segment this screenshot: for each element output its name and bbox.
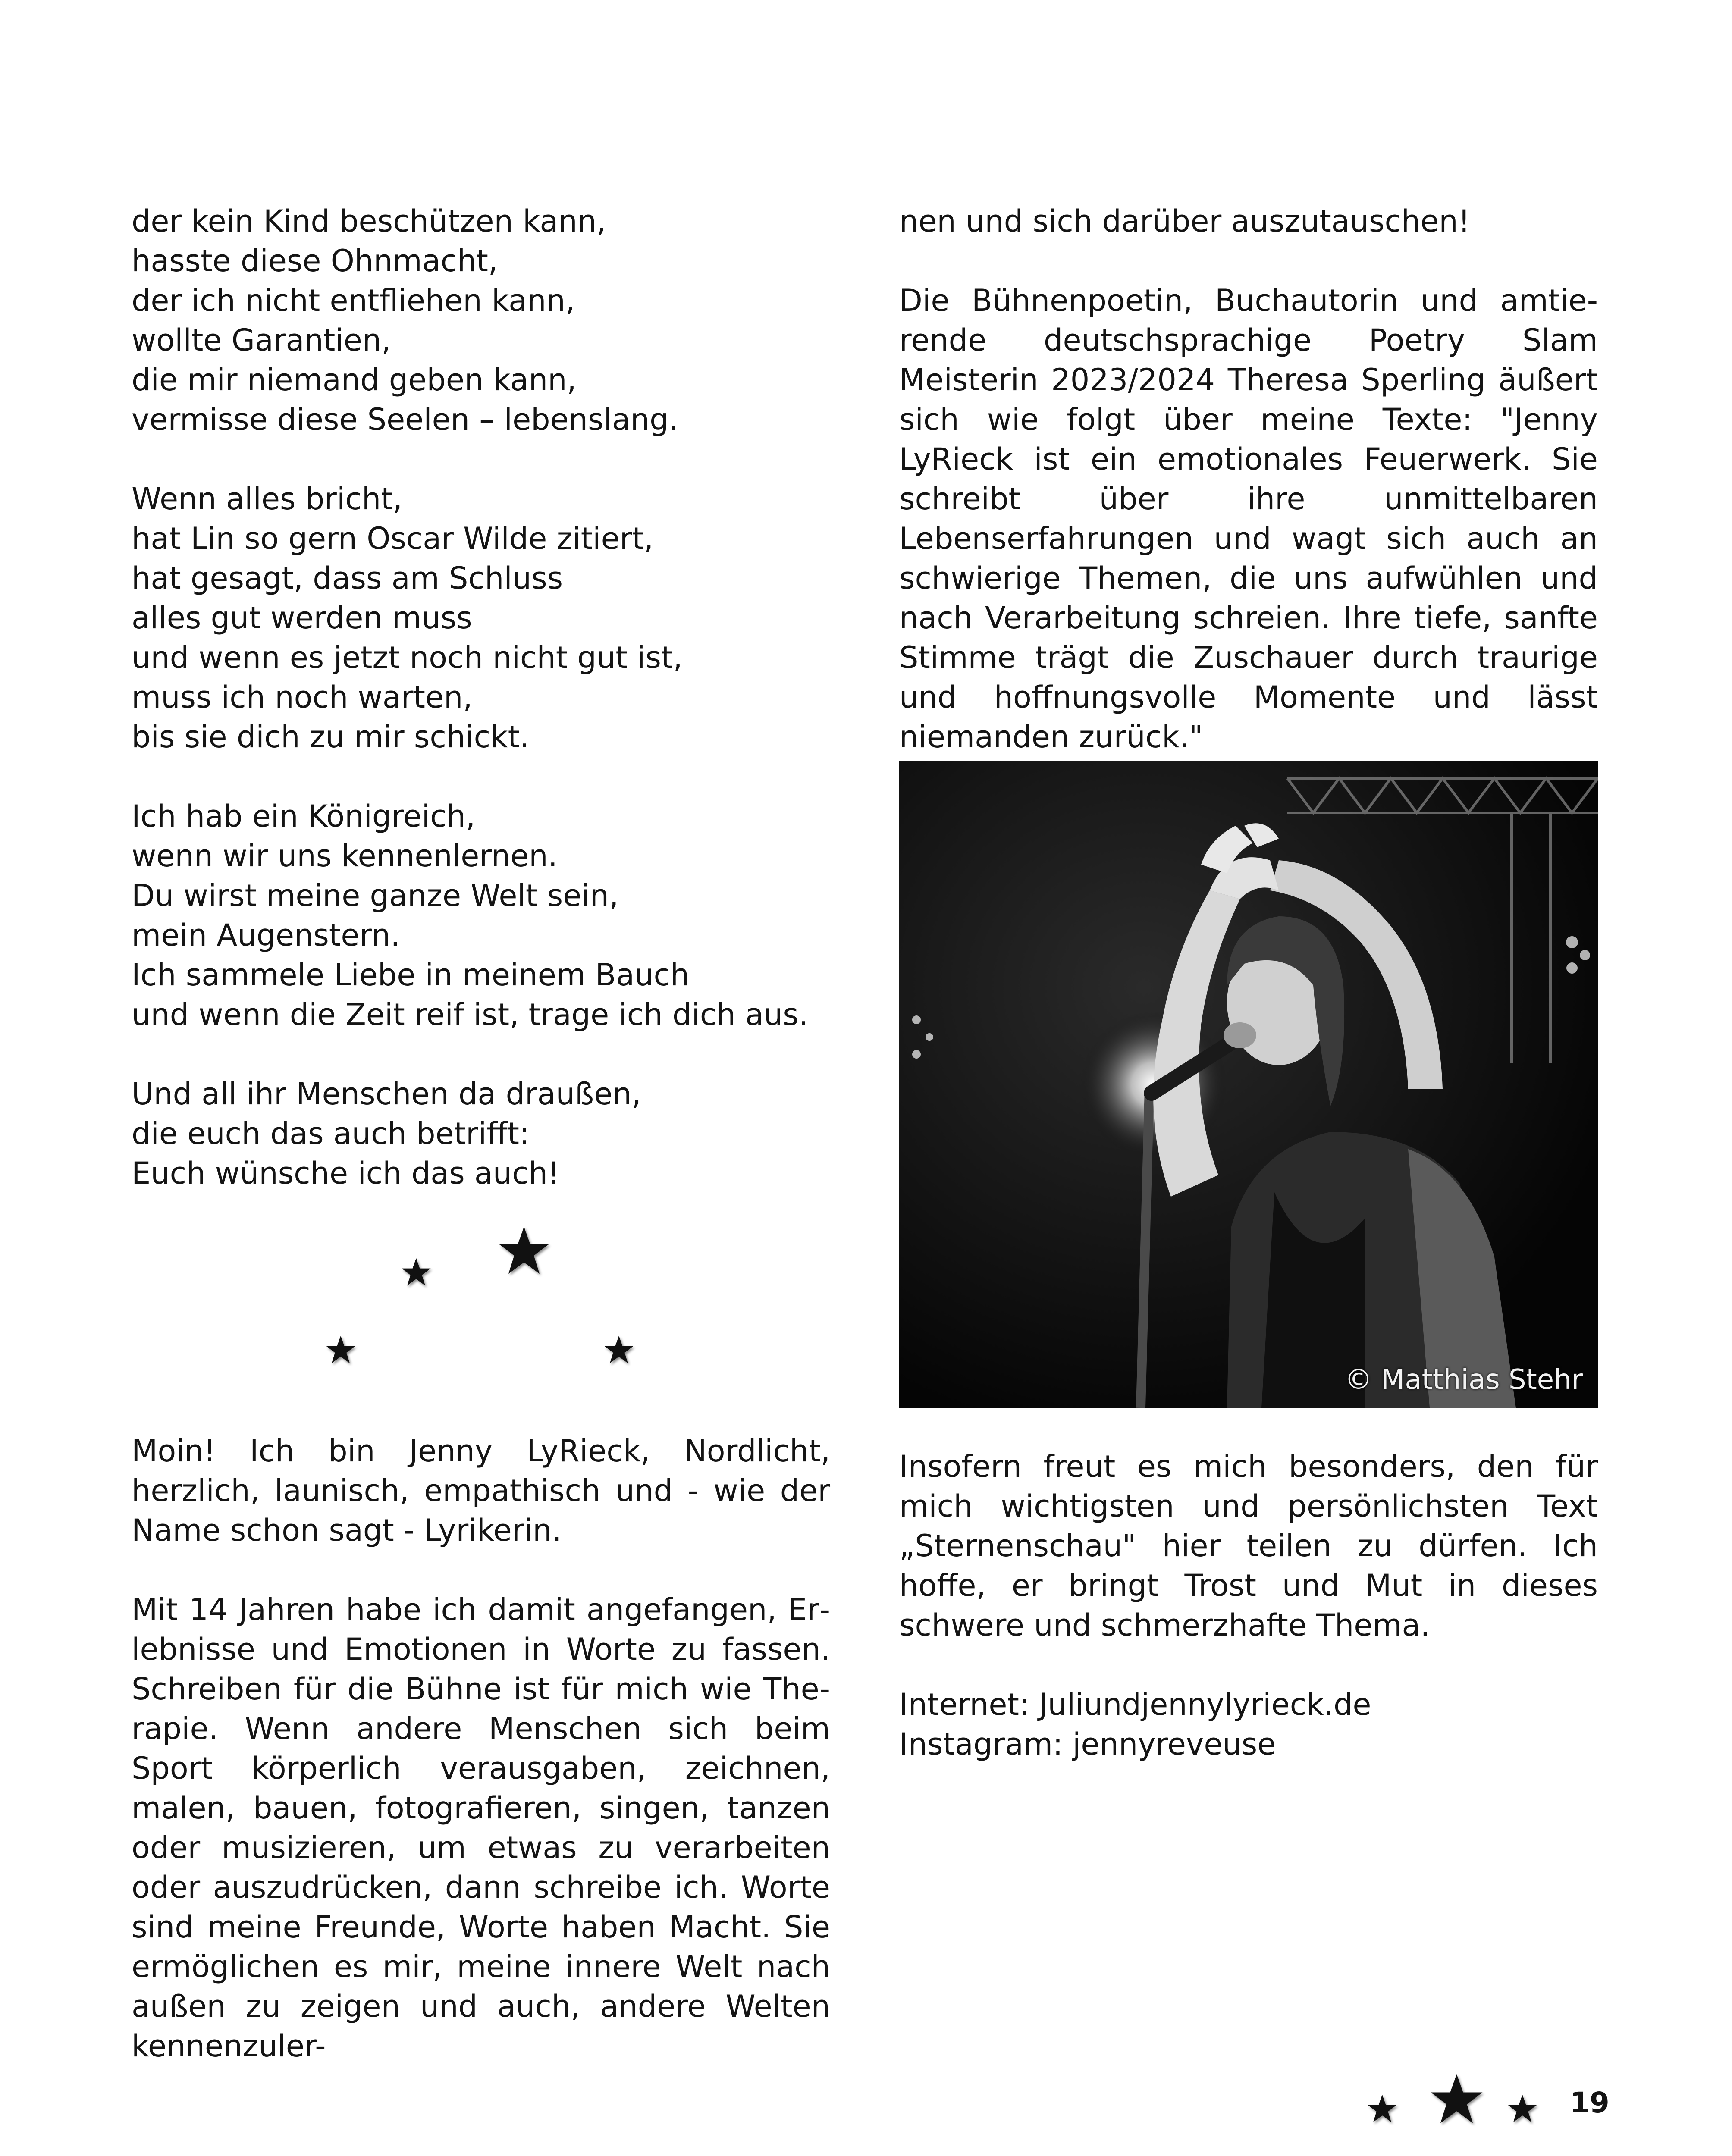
photo-credit: © Matthias Stehr [1344,1364,1583,1396]
star-cluster [302,1212,647,1376]
poem-line: mein Augenstern. [132,918,400,953]
footer-star-ornament [1359,2070,1553,2134]
star-icon [498,1225,550,1276]
quote-paragraph: Die Bühnenpoetin, Buchautorin und amtierende deutschsprachige Poetry Slam Meisterin 2023/2024 Theresa Sperling äußert sich wie folgt über meine Texte: "Jenny LyRieck ist ein emotionales Feuerwerk. Sie schreibt über ihre unmittelbaren Lebenserfahrungen und wagt sich auch an schwierige Themen, die uns aufwühlen und nach Verarbeitung schreien. Ihre tiefe, sanfte Stimme trägt die Zuschauer durch traurige und hoffnungsvolle Momente und lässt niemanden zurück." [899,283,1598,755]
body-paragraph: Insofern freut es mich besonders, den für mich wichtigsten und persönlichsten Text „Sternenschau" hier teilen zu dürfen. Ich hoffe, er bringt Trost und Mut in dieses schwere und schmerzhafte Thema. [899,1449,1598,1643]
poem-line: Euch wünsche ich das auch! [132,1156,560,1191]
poem-line: Du wirst meine ganze Welt sein, [132,878,619,913]
poem-line: wenn wir uns kennenlernen. [132,838,558,874]
star-icon [1507,2093,1537,2124]
poem-line: die euch das auch betrifft: [132,1116,530,1151]
poem-line: Ich sammele Liebe in meinem Bauch [132,957,690,993]
poem-line: und wenn es jetzt noch nicht gut ist, [132,640,683,675]
poem-line: wollte Garantien, [132,323,391,358]
poem-line: und wenn die Zeit reif ist, trage ich dich aus. [132,997,808,1032]
poem-line: Und all ihr Menschen da draußen, [132,1076,641,1112]
poem-stanza [132,1074,830,1193]
star-icon [1430,2072,1484,2126]
poem-line: hat Lin so gern Oscar Wilde zitiert, [132,521,654,556]
contact-block [899,1685,1598,1764]
poem-line: hat gesagt, dass am Schluss [132,561,563,596]
left-column [132,201,830,2066]
star-icon [401,1257,431,1287]
poem-line: muss ich noch warten, [132,680,473,715]
poem-line: der kein Kind beschützen kann, [132,204,606,239]
performer-photo [899,761,1598,1408]
poem-stanza [132,201,830,439]
poem-line: Ich hab ein Königreich, [132,799,476,834]
star-icon [1367,2093,1397,2124]
right-column [899,201,1598,757]
star-icon [604,1335,634,1365]
body-paragraph: nen und sich darüber auszutauschen! [899,204,1470,239]
stage-photo-illustration [899,761,1598,1408]
right-column-lower [899,1447,1598,1764]
page-number: 19 [1570,2086,1610,2119]
poem-line: hasste diese Ohnmacht, [132,243,498,279]
poem-line: die mir niemand geben kann, [132,362,577,398]
poem-line: der ich nicht entfliehen kann, [132,283,575,318]
poem-line: alles gut werden muss [132,600,472,636]
internet-link[interactable]: Internet: Juliundjennylyrieck.de [899,1687,1371,1722]
poem-line: vermisse diese Seelen – lebenslang. [132,402,678,437]
bio-paragraph: Mit 14 Jahren habe ich damit angefangen, Erlebnisse und Emotionen in Worte zu fassen. Schreiben für die Bühne ist für mich wie Therapie. Wenn andere Menschen sich beim Sport körperlich verausgaben, zeichnen, malen, bauen, fotografieren, singen, tanzen oder musizieren, um etwas zu verarbeiten oder auszudrücken, dann schreibe ich. Worte sind meine Freunde, Worte haben Macht. Sie ermöglichen es mir, meine innere Welt nach außen zu zeigen und auch, andere Welten kennenzuler- [132,1592,830,2064]
poem-stanza [132,796,830,1034]
instagram-handle[interactable]: Instagram: jennyreveuse [899,1727,1276,1762]
poem-line: Wenn alles bricht, [132,481,402,517]
bio-paragraph: Moin! Ich bin Jenny LyRieck, Nordlicht, herzlich, launisch, empathisch und - wie der Name schon sagt - Lyrikerin. [132,1433,830,1548]
star-icon [326,1335,356,1365]
poem-stanza [132,479,830,757]
poem-line: bis sie dich zu mir schickt. [132,719,530,755]
